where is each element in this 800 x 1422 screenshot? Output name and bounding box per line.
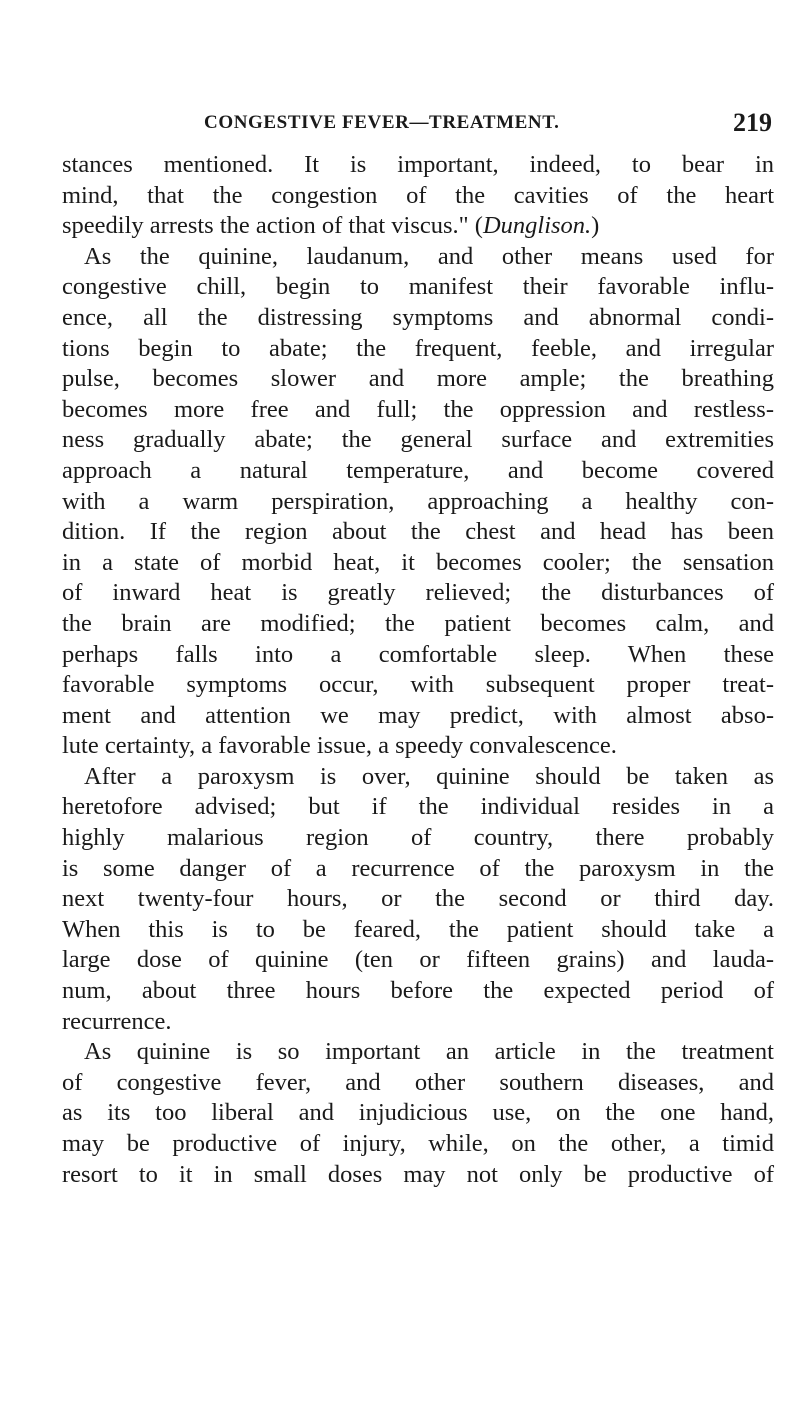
book-page <box>62 108 774 1190</box>
text-line: may be productive of injury, while, on the other, a timid <box>62 1130 774 1157</box>
text-line: next twenty-four hours, or the second or third day. <box>62 885 774 913</box>
text-line: tions begin to abate; the frequent, feeble, and irregular <box>62 334 774 362</box>
text-line: After a paroxysm is over, quinine should be taken as <box>84 762 774 790</box>
text-line: perhaps falls into a comfortable sleep. When these <box>62 640 774 668</box>
text-line: of inward heat is greatly relieved; the disturbances of <box>62 579 774 607</box>
text-line: large dose of quinine (ten or fifteen grains) and lauda- <box>62 946 774 974</box>
text-line: As quinine is so important an article in the treatment <box>84 1038 774 1066</box>
text-line: becomes more free and full; the oppression and restless- <box>62 395 774 423</box>
text-line: in a state of morbid heat, it becomes cooler; the sensation <box>62 548 774 576</box>
page-number: 219 <box>733 108 772 137</box>
text-line: ness gradually abate; the general surface and extremities <box>62 426 774 454</box>
text-line: approach a natural temperature, and become covered <box>62 456 774 484</box>
text-line: num, about three hours before the expected period of <box>62 977 774 1005</box>
text-line: the brain are modified; the patient becomes calm, and <box>62 609 774 637</box>
text-line: When this is to be feared, the patient should take a <box>62 915 774 943</box>
text-line: stances mentioned. It is important, indeed, to bear in <box>62 151 774 178</box>
text-line: with a warm perspiration, approaching a healthy con- <box>62 487 774 515</box>
text-line: is some danger of a recurrence of the paroxysm in the <box>62 854 774 882</box>
text-line: recurrence. <box>62 1007 172 1035</box>
text-line: heretofore advised; but if the individual resides in a <box>62 793 774 821</box>
text-line: mind, that the congestion of the cavities of the heart <box>62 181 774 209</box>
text-line: favorable symptoms occur, with subsequent proper treat- <box>62 671 774 699</box>
text-line: dition. If the region about the chest and head has been <box>62 518 774 546</box>
text-line: speedily arrests the action of that viscus." (Dunglison.) <box>62 212 600 240</box>
text-line: resort to it in small doses may not only be productive of <box>62 1160 774 1188</box>
body-text <box>62 150 774 1190</box>
running-title: CONGESTIVE FEVER—TREATMENT. <box>204 112 560 133</box>
text-line: lute certainty, a favorable issue, a speedy convalescence. <box>62 732 617 760</box>
text-line: highly malarious region of country, there probably <box>62 824 774 852</box>
text-line: ence, all the distressing symptoms and abnormal condi- <box>62 303 774 331</box>
citation-author: Dunglison. <box>482 212 592 240</box>
text-line: as its too liberal and injudicious use, on the one hand, <box>62 1099 774 1127</box>
running-head <box>62 108 774 146</box>
text-line: pulse, becomes slower and more ample; the breathing <box>62 365 774 393</box>
text-line: ment and attention we may predict, with almost abso- <box>62 701 774 729</box>
text-line: As the quinine, laudanum, and other means used for <box>84 242 774 270</box>
text-line: of congestive fever, and other southern diseases, and <box>62 1068 774 1096</box>
text-line: congestive chill, begin to manifest their favorable influ- <box>62 273 774 301</box>
